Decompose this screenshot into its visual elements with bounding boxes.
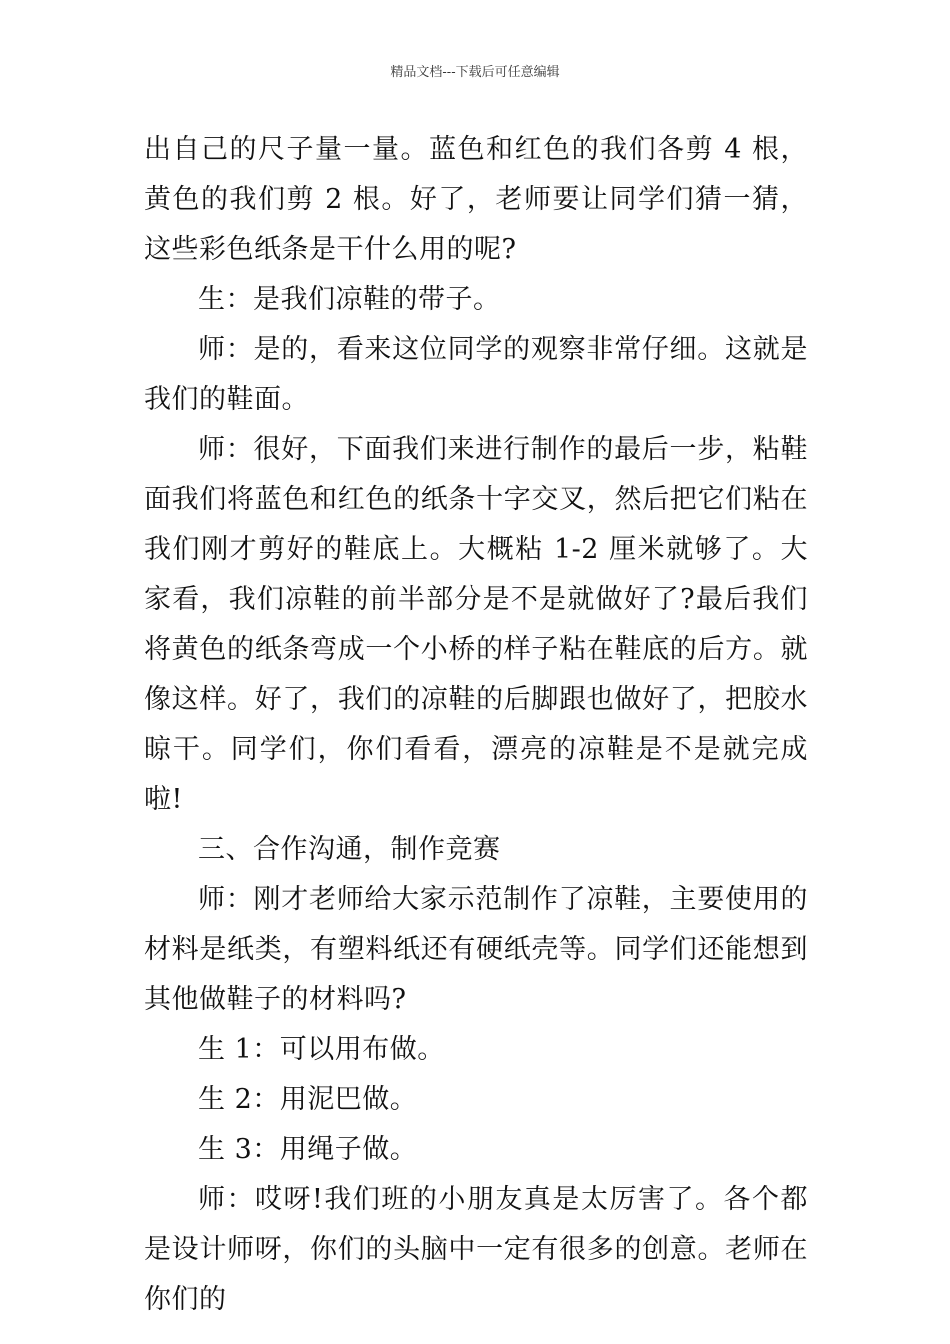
paragraph: 生 2：用泥巴做。 — [198, 1084, 418, 1115]
paragraph: 师：刚才老师给大家示范制作了凉鞋，主要使用的材料是纸类，有塑料纸还有硬纸壳等。同学们还能想到其他做鞋子的材料吗? — [144, 884, 808, 1015]
document-body — [144, 125, 808, 1325]
paragraph: 生 1：可以用布做。 — [198, 1034, 445, 1065]
paragraph: 生：是我们凉鞋的带子。 — [198, 284, 501, 315]
paragraph: 师：是的，看来这位同学的观察非常仔细。这就是我们的鞋面。 — [144, 334, 808, 415]
paragraph: 师：哎呀!我们班的小朋友真是太厉害了。各个都是设计师呀，你们的头脑中一定有很多的创意。老师在你们的 — [144, 1184, 808, 1315]
paragraph: 出自己的尺子量一量。蓝色和红色的我们各剪 4 根，黄色的我们剪 2 根。好了，老师要让同学们猜一猜，这些彩色纸条是干什么用的呢? — [144, 134, 808, 265]
section-heading: 三、合作沟通，制作竞赛 — [198, 834, 501, 865]
paragraph: 生 3：用绳子做。 — [198, 1134, 418, 1165]
page-header: 精品文档---下载后可任意编辑 — [390, 65, 560, 80]
paragraph: 师：很好，下面我们来进行制作的最后一步，粘鞋面我们将蓝色和红色的纸条十字交叉，然后把它们粘在我们刚才剪好的鞋底上。大概粘 1-2 厘米就够了。大家看，我们凉鞋的前半部分是不是就做好了?最后我们将黄色的纸条弯成一个小桥的样子粘在鞋底的后方。就像这样。好了，我们的凉鞋的后脚跟也做好了，把胶水晾干。同学们，你们看看，漂亮的凉鞋是不是就完成啦! — [144, 434, 808, 815]
